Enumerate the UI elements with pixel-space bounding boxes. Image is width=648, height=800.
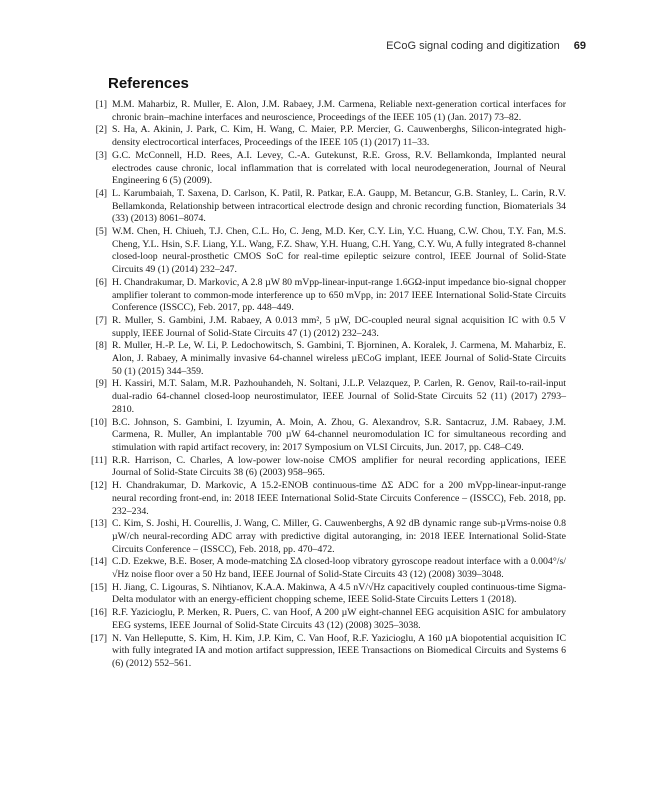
reference-label: [8] — [95, 340, 107, 352]
reference-label: [5] — [95, 226, 107, 238]
reference-item — [88, 315, 566, 340]
reference-item — [88, 480, 566, 518]
section-title: References — [108, 75, 189, 92]
reference-item — [88, 417, 566, 455]
reference-text: H. Chandrakumar, D. Markovic, A 2.8 µW 80 mVpp-linear-input-range 1.6GΩ-input impedance bio-signal chopper amplifier tolerant to common-mode interference up to 650 mVpp, in: 2017 IEEE International Solid-State Circuits Conference (ISSCC), Feb. 2017, pp. 448–449. — [112, 276, 566, 314]
reference-text: B.C. Johnson, S. Gambini, I. Izyumin, A. Moin, A. Zhou, G. Alexandrov, S.R. Santacruz, J.M. Rabaey, J.M. Carmena, R. Muller, An implantable 700 µW 64-channel neuromodulation IC for simultaneous recording and stimulation with rapid artifact recovery, in: 2017 Symposium on VLSI Circuits, Jun. 2017, pp. C48–C49. — [112, 416, 566, 453]
reference-label: [17] — [90, 632, 107, 644]
reference-text: S. Ha, A. Akinin, J. Park, C. Kim, H. Wang, C. Maier, P.P. Mercier, G. Cauwenberghs, Silicon-integrated high-density electrocortical interfaces, Proceedings of the IEEE 105 (1) (2017) 11–33. — [112, 124, 566, 149]
reference-label: [7] — [95, 314, 107, 326]
reference-item — [88, 607, 566, 632]
reference-label: [4] — [95, 187, 107, 199]
running-title: ECoG signal coding and digitization — [386, 40, 560, 52]
reference-text: R. Muller, S. Gambini, J.M. Rabaey, A 0.013 mm², 5 µW, DC-coupled neural signal acquisition IC with 0.5 V supply, IEEE Journal of Solid-State Circuits 47 (1) (2012) 232–243. — [112, 314, 566, 339]
reference-label: [12] — [90, 480, 107, 492]
reference-item — [88, 150, 566, 188]
reference-text: H. Chandrakumar, D. Markovic, A 15.2-ENOB continuous-time ΔΣ ADC for a 200 mVpp-linear-input-range neural recording front-end, in: 2018 IEEE International Solid-State Circuits Conference – (ISSCC), Feb. 2018, pp. 232–234. — [112, 480, 566, 517]
reference-text: W.M. Chen, H. Chiueh, T.J. Chen, C.L. Ho, C. Jeng, M.D. Ker, C.Y. Lin, Y.C. Huang, C.W. Chou, T.Y. Fan, M.S. Cheng, Y.L. Hsin, S.F. Liang, Y.L. Wang, F.Z. Shaw, Y.H. Huang, C.H. Yang, C.Y. Wu, A fully integrated 8-channel closed-loop neural-prosthetic CMOS SoC for real-time epileptic seizure control, IEEE Journal of Solid-State Circuits 49 (1) (2014) 232–247. — [112, 226, 566, 276]
reference-list — [88, 99, 566, 671]
reference-item — [88, 226, 566, 277]
page-number: 69 — [573, 40, 586, 52]
reference-text: C. Kim, S. Joshi, H. Courellis, J. Wang, C. Miller, G. Cauwenberghs, A 92 dB dynamic range sub-µVrms-noise 0.8 µW/ch neural-recording ADC array with predictive digital autoranging, in: 2018 IEEE International Solid-State Circuits Conference – (ISSCC), Feb. 2018, pp. 470–472. — [112, 518, 566, 555]
reference-item — [88, 556, 566, 581]
reference-label: [14] — [90, 556, 107, 568]
reference-text: H. Kassiri, M.T. Salam, M.R. Pazhouhandeh, N. Soltani, J.L.P. Velazquez, P. Carlen, R. Genov, Rail-to-rail-input dual-radio 64-channel closed-loop neurostimulator, IEEE Journal of Solid-State Circuits 52 (11) (2017) 2793–2810. — [112, 378, 566, 415]
reference-item — [88, 518, 566, 556]
reference-item — [88, 188, 566, 226]
reference-text: L. Karumbaiah, T. Saxena, D. Carlson, K. Patil, R. Patkar, E.A. Gaupp, M. Betancur, G.B. Stanley, L. Carin, R.V. Bellamkonda, Relationship between intracortical electrode design and chronic recording function, Biomaterials 34 (33) (2013) 8061–8074. — [112, 187, 566, 225]
reference-text: G.C. McConnell, H.D. Rees, A.I. Levey, C.-A. Gutekunst, R.E. Gross, R.V. Bellamkonda, Implanted neural electrodes cause chronic, local inflammation that is correlated with local neurodegeneration, Journal of Neural Engineering 6 (5) (2009). — [112, 149, 566, 187]
reference-label: [16] — [90, 607, 107, 619]
reference-item — [88, 99, 566, 124]
reference-text: C.D. Ezekwe, B.E. Boser, A mode-matching ΣΔ closed-loop vibratory gyroscope readout interface with a 0.004°/s/√Hz noise floor over a 50 Hz band, IEEE Journal of Solid-State Circuits 43 (12) (2008) 3039–3048. — [112, 556, 566, 581]
reference-label: [3] — [95, 149, 107, 161]
reference-text: M.M. Maharbiz, R. Muller, E. Alon, J.M. Rabaey, J.M. Carmena, Reliable next-generation cortical interfaces for chronic brain–machine interfaces and neuroscience, Proceedings of the IEEE 105 (1) (Jan. 2017) 73–82. — [112, 99, 566, 123]
reference-label: [13] — [90, 518, 107, 530]
reference-text: R.R. Harrison, C. Charles, A low-power low-noise CMOS amplifier for neural recording applications, IEEE Journal of Solid-State Circuits 38 (6) (2003) 958–965. — [112, 454, 566, 479]
reference-label: [6] — [95, 276, 107, 288]
reference-label: [10] — [90, 416, 107, 428]
running-header — [386, 40, 586, 52]
reference-item — [88, 124, 566, 149]
reference-item — [88, 378, 566, 416]
reference-label: [11] — [91, 454, 107, 466]
reference-item — [88, 582, 566, 607]
reference-label: [15] — [90, 581, 107, 593]
reference-text: R.F. Yazicioglu, P. Merken, R. Puers, C. van Hoof, A 200 µW eight-channel EEG acquisition ASIC for ambulatory EEG systems, IEEE Journal of Solid-State Circuits 43 (12) (2008) 3025–3038. — [112, 607, 566, 631]
reference-item — [88, 277, 566, 315]
reference-label: [9] — [95, 378, 107, 390]
reference-text: R. Muller, H.-P. Le, W. Li, P. Ledochowitsch, S. Gambini, T. Bjorninen, A. Koralek, J. Carmena, M. Maharbiz, E. Alon, J. Rabaey, A minimally invasive 64-channel wireless µECoG implant, IEEE Journal of Solid-State Circuits 50 (1) (2015) 344–359. — [112, 340, 566, 377]
reference-item — [88, 340, 566, 378]
reference-text: N. Van Helleputte, S. Kim, H. Kim, J.P. Kim, C. Van Hoof, R.F. Yazicioglu, A 160 µA biopotential acquisition IC with fully integrated IA and motion artifact suppression, IEEE Transactions on Biomedical Circuits and Systems 6 (6) (2012) 552–561. — [112, 632, 566, 669]
reference-item — [88, 633, 566, 671]
reference-item — [88, 455, 566, 480]
reference-label: [2] — [95, 124, 107, 136]
reference-label: [1] — [95, 99, 107, 110]
reference-text: H. Jiang, C. Ligouras, S. Nihtianov, K.A.A. Makinwa, A 4.5 nV/√Hz capacitively coupled continuous-time Sigma-Delta modulator with an energy-efficient chopping scheme, IEEE Solid-State Circuits Letters 1 (2018). — [112, 581, 566, 606]
